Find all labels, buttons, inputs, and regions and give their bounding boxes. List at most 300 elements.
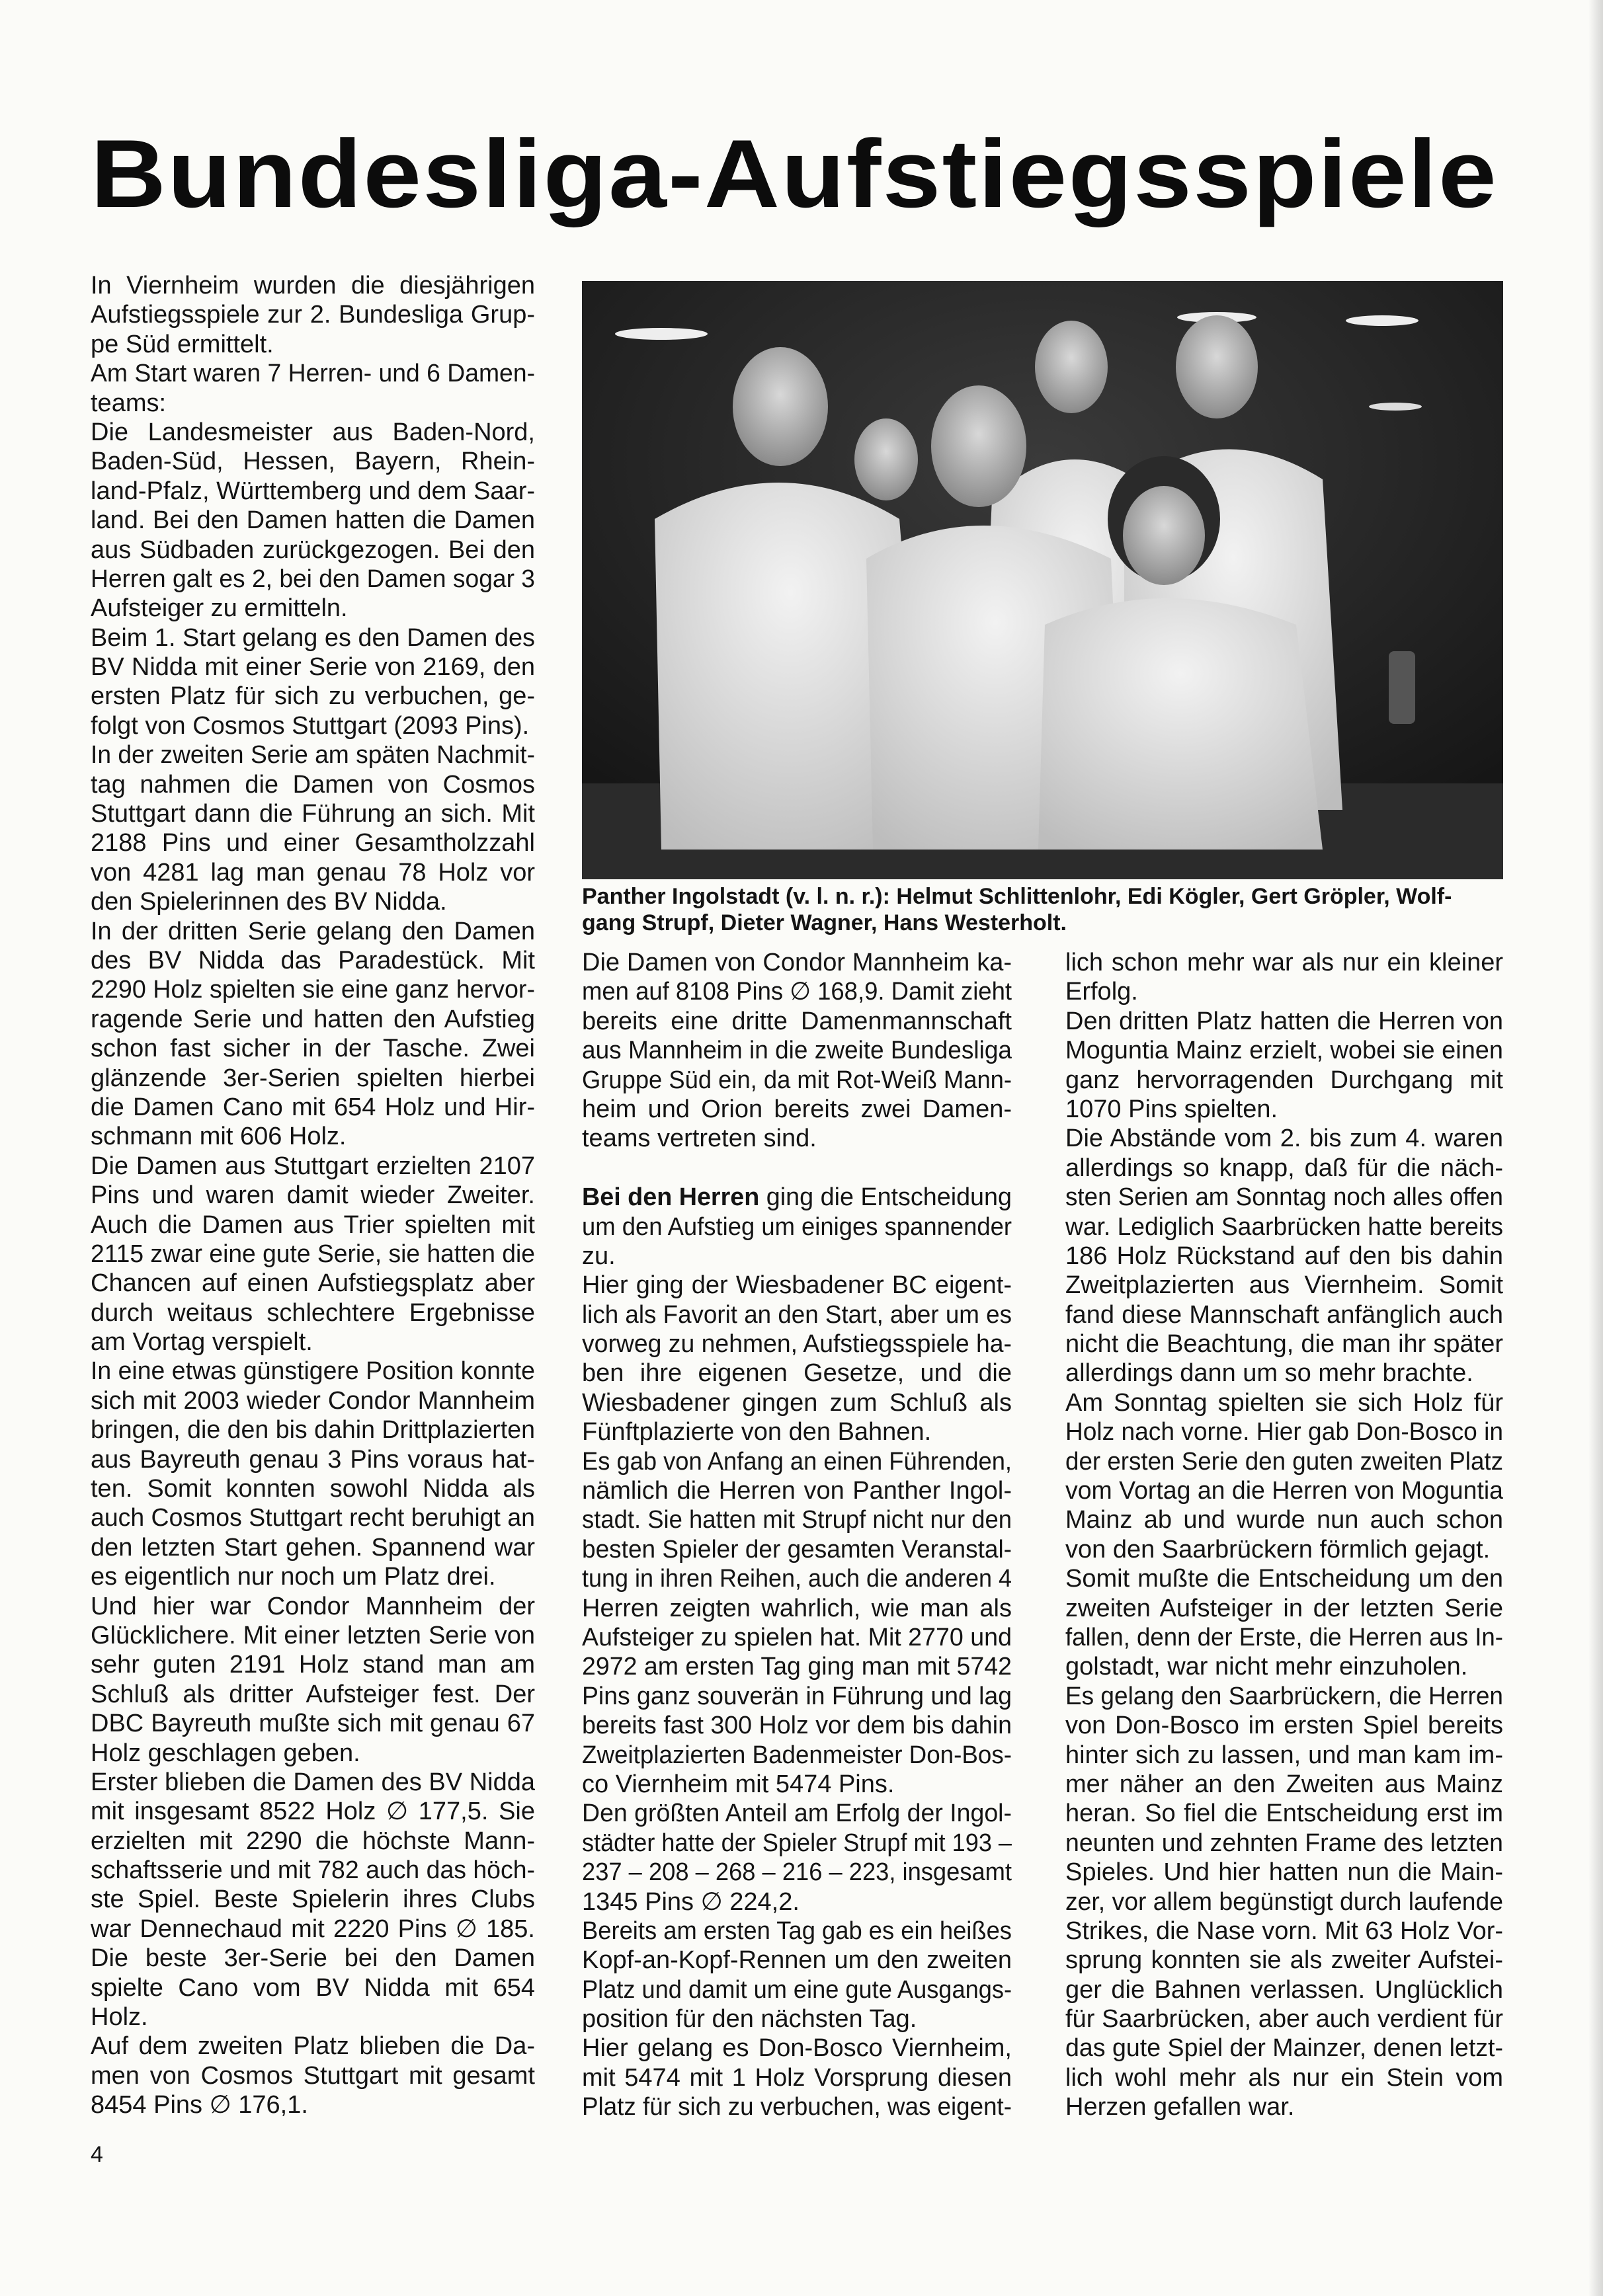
paragraph: [91, 1768, 535, 2032]
text-line-content: Die Damen aus Stuttgart erzielten 2107: [91, 1152, 535, 1180]
text-line: [582, 1887, 1012, 1917]
text-line-content: Baden-Süd, Hessen, Bayern, Rhein-: [91, 448, 535, 476]
text-line-content: co Viernheim mit 5474 Pins.: [582, 1770, 895, 1798]
text-line: [582, 1505, 1012, 1534]
text-line-content: Es gelang den Saarbrückern, die Herren: [1065, 1682, 1503, 1710]
text-line-content: tag nahmen die Damen von Cosmos: [91, 770, 535, 799]
paragraph: [1065, 1124, 1503, 1388]
text-line-content: schon fast sicher in der Tasche. Zwei: [91, 1035, 535, 1063]
text-line-content: Fünftplazierte von den Bahnen.: [582, 1418, 932, 1446]
paragraph: [1065, 1388, 1503, 1564]
paragraph: [91, 418, 535, 623]
text-line: [582, 1858, 1012, 1887]
text-line: [1065, 1623, 1503, 1652]
text-line-content: folgt von Cosmos Stuttgart (2093 Pins).: [91, 711, 530, 740]
text-line: [91, 1210, 535, 1240]
paragraph: [91, 2032, 535, 2119]
text-line: [1065, 1829, 1503, 1858]
text-line: [582, 1741, 1012, 1770]
text-line-content: sich mit 2003 wieder Condor Mannheim: [91, 1386, 535, 1415]
person-shirt: [1038, 598, 1323, 850]
text-line: [582, 1329, 1012, 1359]
text-line: [91, 389, 535, 418]
text-line: [1065, 1741, 1503, 1770]
text-line: [91, 1915, 535, 1944]
text-line: [1065, 1183, 1503, 1212]
text-line: [1065, 1535, 1503, 1564]
text-line-content: Zweitplazierten aus Viernheim. Somit: [1065, 1271, 1503, 1300]
text-line: [91, 565, 535, 594]
text-line-content: den Spielerinnen des BV Nidda.: [91, 888, 447, 916]
text-line: [582, 1476, 1012, 1505]
text-line-content: Somit mußte die Entscheidung um den: [1065, 1565, 1503, 1593]
text-line: [91, 828, 535, 857]
text-line: [91, 2032, 535, 2061]
text-line: [91, 682, 535, 711]
text-line: [582, 1007, 1012, 1036]
text-line: [91, 1739, 535, 1768]
text-line: [1065, 1946, 1503, 1975]
text-line: [1065, 1770, 1503, 1799]
text-line-content: [582, 1183, 1012, 1212]
text-line: [91, 418, 535, 447]
text-line-content: schmann mit 606 Holz.: [91, 1123, 347, 1151]
text-line: [91, 653, 535, 682]
text-line: [91, 535, 535, 565]
text-line-content: In der dritten Serie gelang den Damen: [91, 917, 535, 945]
bold-lead: Bei den Herren: [582, 1183, 760, 1212]
text-line-content: Stuttgart dann die Führung an sich. Mit: [91, 800, 535, 828]
text-line: [91, 946, 535, 975]
text-line: [582, 1917, 1012, 1946]
text-line-content: der ersten Serie den guten zweiten Platz: [1065, 1447, 1503, 1476]
paragraph: [1065, 1564, 1503, 1682]
text-line-content: ragende Serie und hatten den Aufstieg: [91, 1005, 535, 1033]
paragraph: [582, 948, 1012, 1183]
text-line: [91, 1386, 535, 1415]
person-head: [1123, 486, 1205, 585]
person-head: [1035, 321, 1108, 413]
text-line-content: DBC Bayreuth mußte sich mit genau 67: [91, 1710, 535, 1738]
article-column-left: [91, 271, 535, 2120]
text-line-content: mer näher an den Zweiten aus Mainz: [1065, 1770, 1503, 1798]
text-line-content: bereits eine dritte Damenmannschaft: [582, 1007, 1012, 1035]
text-line: [1065, 1564, 1503, 1593]
text-line-content: allerdings so knapp, daß für die näch-: [1065, 1154, 1503, 1182]
text-line-content: Aufstiegsspiele zur 2. Bundesliga Grup-: [91, 301, 535, 329]
text-line-content: Platz für sich zu verbuchen, was eigent-: [582, 2093, 1012, 2121]
text-line-content: ganz hervorragenden Durchgang mit: [1065, 1066, 1503, 1094]
text-line-content: Es gab von Anfang an einen Führenden,: [582, 1447, 1012, 1476]
paragraph: [582, 1799, 1012, 1917]
text-line-content: land-Pfalz, Württemberg und dem Saar-: [91, 477, 535, 505]
paragraph: [91, 359, 535, 418]
text-line-content: Holz.: [91, 2003, 148, 2032]
text-line: [91, 1298, 535, 1327]
text-line: [1065, 1417, 1503, 1446]
text-line: [1065, 1242, 1503, 1271]
text-line: [582, 1594, 1012, 1623]
text-line: [1065, 1359, 1503, 1388]
text-line-content: 2972 am ersten Tag ging man mit 5742: [582, 1653, 1012, 1681]
text-line-content: Hier gelang es Don-Bosco Viernheim,: [582, 2034, 1012, 2063]
person-head: [854, 418, 918, 500]
text-line-content: 2188 Pins und einer Gesamtholzzahl: [91, 829, 535, 857]
text-line: [582, 2034, 1012, 2063]
text-line: [582, 1829, 1012, 1858]
text-line: [582, 2063, 1012, 2092]
text-line-content: das gute Spiel der Mainzer, denen letzt-: [1065, 2034, 1503, 2063]
ceiling-light: [1369, 403, 1422, 411]
text-line-content: Beim 1. Start gelang es den Damen des: [91, 623, 535, 652]
text-line: [91, 975, 535, 1004]
text-line: [582, 2092, 1012, 2121]
article-column-right: [1065, 948, 1503, 2122]
text-line-content: bereits fast 300 Holz vor dem bis dahin: [582, 1712, 1012, 1740]
text-line: [91, 1093, 535, 1122]
text-line: [91, 740, 535, 770]
paragraph: [91, 1592, 535, 1768]
text-line: [582, 1036, 1012, 1065]
text-line-content: 8454 Pins ∅ 176,1.: [91, 2091, 308, 2119]
paragraph: [91, 623, 535, 741]
text-line-content: Gruppe Süd ein, da mit Rot-Weiß Mann-: [582, 1066, 1012, 1094]
text-line-content: 1345 Pins ∅ 224,2.: [582, 1887, 800, 1916]
text-line-content: sprung konnten sie als zweiter Aufstei-: [1065, 1946, 1503, 1975]
text-line-content: Moguntia Mainz erzielt, wobei sie einen: [1065, 1037, 1503, 1065]
text-line: [582, 948, 1012, 977]
text-line: [582, 1770, 1012, 1799]
text-line-content: war Dennechaud mit 2220 Pins ∅ 185.: [91, 1915, 535, 1943]
text-line: [91, 711, 535, 740]
paragraph: [1065, 948, 1503, 1007]
text-line: [91, 1533, 535, 1562]
text-line-content: den letzten Start gehen. Spannend war: [91, 1533, 535, 1562]
text-line-content: es eigentlich nur noch um Platz drei.: [91, 1563, 496, 1591]
text-line-content: mit 5474 mit 1 Holz Vorsprung diesen: [582, 2063, 1012, 2092]
text-line: [91, 1269, 535, 1298]
text-line: [91, 1592, 535, 1621]
text-line-content: ger die Bahnen verlassen. Unglücklich: [1065, 1975, 1503, 2004]
paragraph-spacer: [582, 1154, 1012, 1183]
text-line-content: ben ihre eigenen Gesetze, und die: [582, 1359, 1012, 1388]
text-line: [91, 1650, 535, 1679]
text-line: [1065, 1799, 1503, 1828]
paragraph: [582, 1183, 1012, 1271]
text-line-content: tung in ihren Reihen, auch die anderen 4: [582, 1565, 1012, 1593]
text-line-content: Holz nach vorne. Hier gab Don-Bosco in: [1065, 1418, 1503, 1446]
paragraph: [582, 1271, 1012, 1446]
text-line: [582, 1271, 1012, 1300]
text-line: [582, 1359, 1012, 1388]
text-line-content: zer, vor allem begünstigt durch laufende: [1065, 1887, 1503, 1916]
paragraph: [91, 1152, 535, 1357]
text-line-content: 1070 Pins spielten.: [1065, 1095, 1278, 1123]
text-line-content: von den Saarbrückern förmlich gejagt.: [1065, 1535, 1491, 1564]
paragraph: [582, 1447, 1012, 1800]
text-line: [91, 770, 535, 799]
text-line-content: Herren galt es 2, bei den Damen sogar 3: [91, 565, 535, 593]
text-line: [91, 1415, 535, 1445]
text-line: [91, 1357, 535, 1386]
text-line-content: Die Damen von Condor Mannheim ka-: [582, 949, 1012, 976]
text-line-content: 2115 zwar eine gute Serie, sie hatten die: [91, 1240, 535, 1268]
text-line-content: Auch die Damen aus Trier spielten mit: [91, 1210, 535, 1239]
text-line: [91, 858, 535, 887]
text-line: [582, 1095, 1012, 1124]
text-line: [582, 1066, 1012, 1095]
text-line: [1065, 1594, 1503, 1623]
text-line: [582, 1946, 1012, 1975]
text-line-content: zu.: [582, 1242, 616, 1270]
text-line-content: teams vertreten sind.: [582, 1125, 817, 1153]
text-line-content: golstadt, war nicht mehr einzuholen.: [1065, 1653, 1468, 1681]
text-line-content: Wiesbadener gingen zum Schluß als: [582, 1388, 1012, 1417]
text-line: [91, 1709, 535, 1738]
paragraph: [1065, 1682, 1503, 2122]
text-line: [1065, 948, 1503, 977]
text-line-content: Am Start waren 7 Herren- und 6 Damen-: [91, 360, 535, 388]
text-line: [1065, 1652, 1503, 1681]
paragraph: [91, 917, 535, 1152]
text-line: [91, 506, 535, 535]
text-line-content: die Damen Cano mit 654 Holz und Hir-: [91, 1093, 535, 1121]
text-line-content: von Don-Bosco im ersten Spiel bereits: [1065, 1712, 1503, 1740]
paragraph: [91, 740, 535, 916]
text-line-content: teams:: [91, 389, 167, 417]
text-line-content: fallen, denn der Erste, die Herren aus In-: [1065, 1623, 1503, 1651]
text-line: [91, 1797, 535, 1826]
paragraph: [582, 1917, 1012, 2034]
text-line-content: Erfolg.: [1065, 978, 1138, 1006]
text-line: [1065, 977, 1503, 1006]
text-line-content: 186 Holz Rückstand auf den bis dahin: [1065, 1242, 1503, 1270]
text-line-content: lich wohl mehr als nur ein Stein vom: [1065, 2063, 1503, 2092]
paragraph: [1065, 1007, 1503, 1125]
person-head: [931, 385, 1026, 507]
text-line-content: des BV Nidda das Paradestück. Mit: [91, 946, 535, 974]
text-line: [582, 1388, 1012, 1417]
text-line: [1065, 1388, 1503, 1417]
text-line-content: Kopf-an-Kopf-Rennen um den zweiten: [582, 1946, 1012, 1975]
text-line-content: Den größten Anteil am Erfolg der Ingol-: [582, 1800, 1012, 1828]
text-line: [91, 1827, 535, 1856]
page-edge: [1588, 0, 1603, 2296]
text-line-content: pe Süd ermittelt.: [91, 330, 274, 358]
text-line: [91, 1680, 535, 1709]
text-line-content: aus Mannheim in die zweite Bundesliga: [582, 1037, 1012, 1065]
text-line: [91, 623, 535, 653]
text-line-content: am Vortag verspielt.: [91, 1328, 313, 1357]
text-line: [91, 1503, 535, 1532]
team-photo: [582, 281, 1503, 879]
text-line-content: Die Landesmeister aus Baden-Nord,: [91, 418, 535, 446]
text-line-content: Aufsteiger zu spielen hat. Mit 2770 und: [582, 1623, 1012, 1651]
text-line: [91, 1885, 535, 1914]
text-line: [91, 917, 535, 946]
text-line-content: hinter sich zu lassen, und man kam im-: [1065, 1741, 1503, 1769]
text-line: [1065, 1682, 1503, 1711]
text-line-content: um den Aufstieg um einiges spannender: [582, 1212, 1012, 1241]
text-line: [582, 1652, 1012, 1681]
text-line: [1065, 1007, 1503, 1036]
text-line: [1065, 1887, 1503, 1917]
article-title-text: Bundesliga-Aufstiegsspiele: [91, 120, 1498, 227]
person-head: [733, 347, 828, 466]
text-line-content: heim und Orion bereits zwei Damen-: [582, 1095, 1012, 1123]
text-line: [1065, 1154, 1503, 1183]
text-line: [582, 1682, 1012, 1711]
text-line: [1065, 2034, 1503, 2063]
text-line-content: BV Nidda mit einer Serie von 2169, den: [91, 653, 535, 682]
paragraph: [91, 271, 535, 359]
text-line-content: städter hatte der Spieler Strupf mit 193 –: [582, 1829, 1012, 1857]
text-line-content: allerdings dann um so mehr brachte.: [1065, 1359, 1473, 1388]
text-line-content: Mainz ab und wurde nun auch schon: [1065, 1506, 1503, 1534]
text-line-content: In der zweiten Serie am späten Nachmit-: [91, 741, 535, 770]
text-line: [582, 1124, 1012, 1153]
text-line: [1065, 2092, 1503, 2121]
text-line-content: vom Vortag an die Herren von Moguntia: [1065, 1477, 1503, 1505]
text-line: [91, 1327, 535, 1357]
text-line: [91, 2061, 535, 2090]
text-line-content: Aufsteiger zu ermitteln.: [91, 594, 348, 623]
text-line: [91, 477, 535, 506]
text-line: [91, 1122, 535, 1151]
text-line-content: neunten und zehnten Frame des letzten: [1065, 1829, 1503, 1857]
text-line: [582, 1183, 1012, 1212]
text-line: [91, 1944, 535, 1973]
text-line-content: Holz geschlagen geben.: [91, 1739, 360, 1767]
text-line-content: In Viernheim wurden die diesjährigen: [91, 272, 535, 299]
text-line: [1065, 1329, 1503, 1359]
text-line: [91, 359, 535, 388]
text-line-content: ste Spiel. Beste Spielerin ihres Clubs: [91, 1885, 535, 1914]
text-line: [91, 330, 535, 359]
text-line: [91, 2002, 535, 2032]
text-line: [91, 1064, 535, 1093]
paragraph: [91, 1357, 535, 1591]
text-line-content: Den dritten Platz hatten die Herren von: [1065, 1007, 1503, 1035]
text-line-content: sten Serien am Sonntag noch alles offen: [1065, 1183, 1503, 1212]
text-line: [91, 1562, 535, 1591]
fire-extinguisher: [1389, 651, 1415, 724]
text-line-content: besten Spieler der gesamten Veranstal-: [582, 1535, 1012, 1564]
text-line: [1065, 1505, 1503, 1534]
text-line-content: men auf 8108 Pins ∅ 168,9. Damit zieht: [582, 978, 1012, 1006]
text-line-content: Am Sonntag spielten sie sich Holz für: [1065, 1388, 1503, 1417]
text-line-content: für Saarbrücken, aber auch verdient für: [1065, 2005, 1503, 2034]
text-line: [582, 1212, 1012, 1242]
text-line-content: Hier ging der Wiesbadener BC eigent-: [582, 1271, 1012, 1300]
text-line-content: mit insgesamt 8522 Holz ∅ 177,5. Sie: [91, 1798, 535, 1826]
text-line-content: schaftsserie und mit 782 auch das höch-: [91, 1856, 535, 1885]
text-line: [582, 1711, 1012, 1740]
text-line-content: durch weitaus schlechtere Ergebnisse: [91, 1298, 535, 1327]
photo-caption: [582, 883, 1503, 936]
article-column-middle: [582, 948, 1012, 2122]
text-line: [582, 2004, 1012, 2034]
text-line: [91, 1005, 535, 1034]
text-line-content: lich als Favorit an den Start, aber um es: [582, 1300, 1012, 1329]
text-line-content: nämlich die Herren von Panther Ingol-: [582, 1477, 1012, 1505]
text-line-content: Platz und damit um eine gute Ausgangs-: [582, 1975, 1012, 2004]
text-line: [1065, 1447, 1503, 1476]
text-line-content: Pins ganz souverän in Führung und lag: [582, 1682, 1012, 1710]
text-line: [91, 1181, 535, 1210]
person-head: [1176, 315, 1258, 418]
text-line: [91, 1240, 535, 1269]
ceiling-light: [615, 328, 708, 340]
text-line: [1065, 1095, 1503, 1124]
text-line: [582, 977, 1012, 1006]
text-line: [1065, 1711, 1503, 1740]
photo-caption-line: Panther Ingolstadt (v. l. n. r.): Helmut Schlittenlohr, Edi Kögler, Gert Gröpler, Wolf-: [582, 884, 1452, 909]
text-line: [582, 1564, 1012, 1593]
text-line-content: 237 – 208 – 268 – 216 – 223, insgesamt: [582, 1858, 1012, 1887]
text-line-content: Bereits am ersten Tag gab es ein heißes: [582, 1917, 1012, 1945]
text-line-content: Herren zeigten wahrlich, wie man als: [582, 1594, 1012, 1622]
text-line-content: ten. Somit konnten sowohl Nidda als: [91, 1475, 535, 1503]
text-line-content: war. Lediglich Saarbrücken hatte bereits: [1065, 1212, 1503, 1241]
text-line: [1065, 1212, 1503, 1242]
text-line: [582, 1623, 1012, 1652]
text-line-content: men von Cosmos Stuttgart mit gesamt: [91, 2061, 535, 2090]
text-line: [91, 1973, 535, 2002]
text-line-content: auch Cosmos Stuttgart recht beruhigt an: [91, 1504, 535, 1532]
text-line: [582, 1975, 1012, 2004]
text-line-content: Und hier war Condor Mannheim der: [91, 1592, 535, 1620]
text-line: [1065, 1917, 1503, 1946]
text-line: [1065, 1975, 1503, 2004]
text-line: [91, 594, 535, 623]
text-line: [91, 1856, 535, 1885]
text-line-content: Strikes, die Nase vorn. Mit 63 Holz Vor-: [1065, 1917, 1503, 1945]
paragraph: [582, 2034, 1012, 2121]
text-line: [1065, 1066, 1503, 1095]
text-line-content: Die Abstände vom 2. bis zum 4. waren: [1065, 1125, 1503, 1153]
text-line-content: lich schon mehr war als nur ein kleiner: [1065, 949, 1503, 976]
photo-caption-line: gang Strupf, Dieter Wagner, Hans Westerholt.: [582, 910, 1067, 935]
text-line-content: zweiten Aufsteiger in der letzten Serie: [1065, 1594, 1503, 1622]
text-line: [1065, 1300, 1503, 1329]
text-line: [582, 1799, 1012, 1828]
text-line-content: Auf dem zweiten Platz blieben die Da-: [91, 2032, 535, 2061]
text-line-content: Die beste 3er-Serie bei den Damen: [91, 1944, 535, 1973]
text-line: [1065, 1858, 1503, 1887]
text-line: [91, 1474, 535, 1503]
text-line-content: aus Südbaden zurückgezogen. Bei den: [91, 535, 535, 564]
text-line: [582, 1300, 1012, 1329]
text-line-content: Spieles. Und hier hatten nun die Main-: [1065, 1858, 1503, 1887]
text-line-content: land. Bei den Damen hatten die Damen: [91, 506, 535, 535]
text-line: [582, 1242, 1012, 1271]
text-line-content: 2290 Holz spielten sie eine ganz hervor-: [91, 976, 535, 1004]
text-line-content: bringen, die den bis dahin Drittplazierten: [91, 1416, 535, 1445]
text-line-content: spielte Cano vom BV Nidda mit 654: [91, 1973, 535, 2002]
text-line-content: Erster blieben die Damen des BV Nidda: [91, 1768, 535, 1796]
text-line-content: nicht die Beachtung, die man ihr später: [1065, 1330, 1503, 1359]
text-line: [1065, 1036, 1503, 1065]
text-line: [1065, 1476, 1503, 1505]
text-line-content: ersten Platz für sich zu verbuchen, ge-: [91, 682, 535, 711]
text-line: [1065, 2004, 1503, 2034]
text-line: [91, 271, 535, 300]
page-number: 4: [91, 2142, 103, 2167]
text-line-content: Zweitplazierten Badenmeister Don-Bos-: [582, 1741, 1012, 1769]
text-line: [1065, 2063, 1503, 2092]
text-line: [91, 1445, 535, 1474]
